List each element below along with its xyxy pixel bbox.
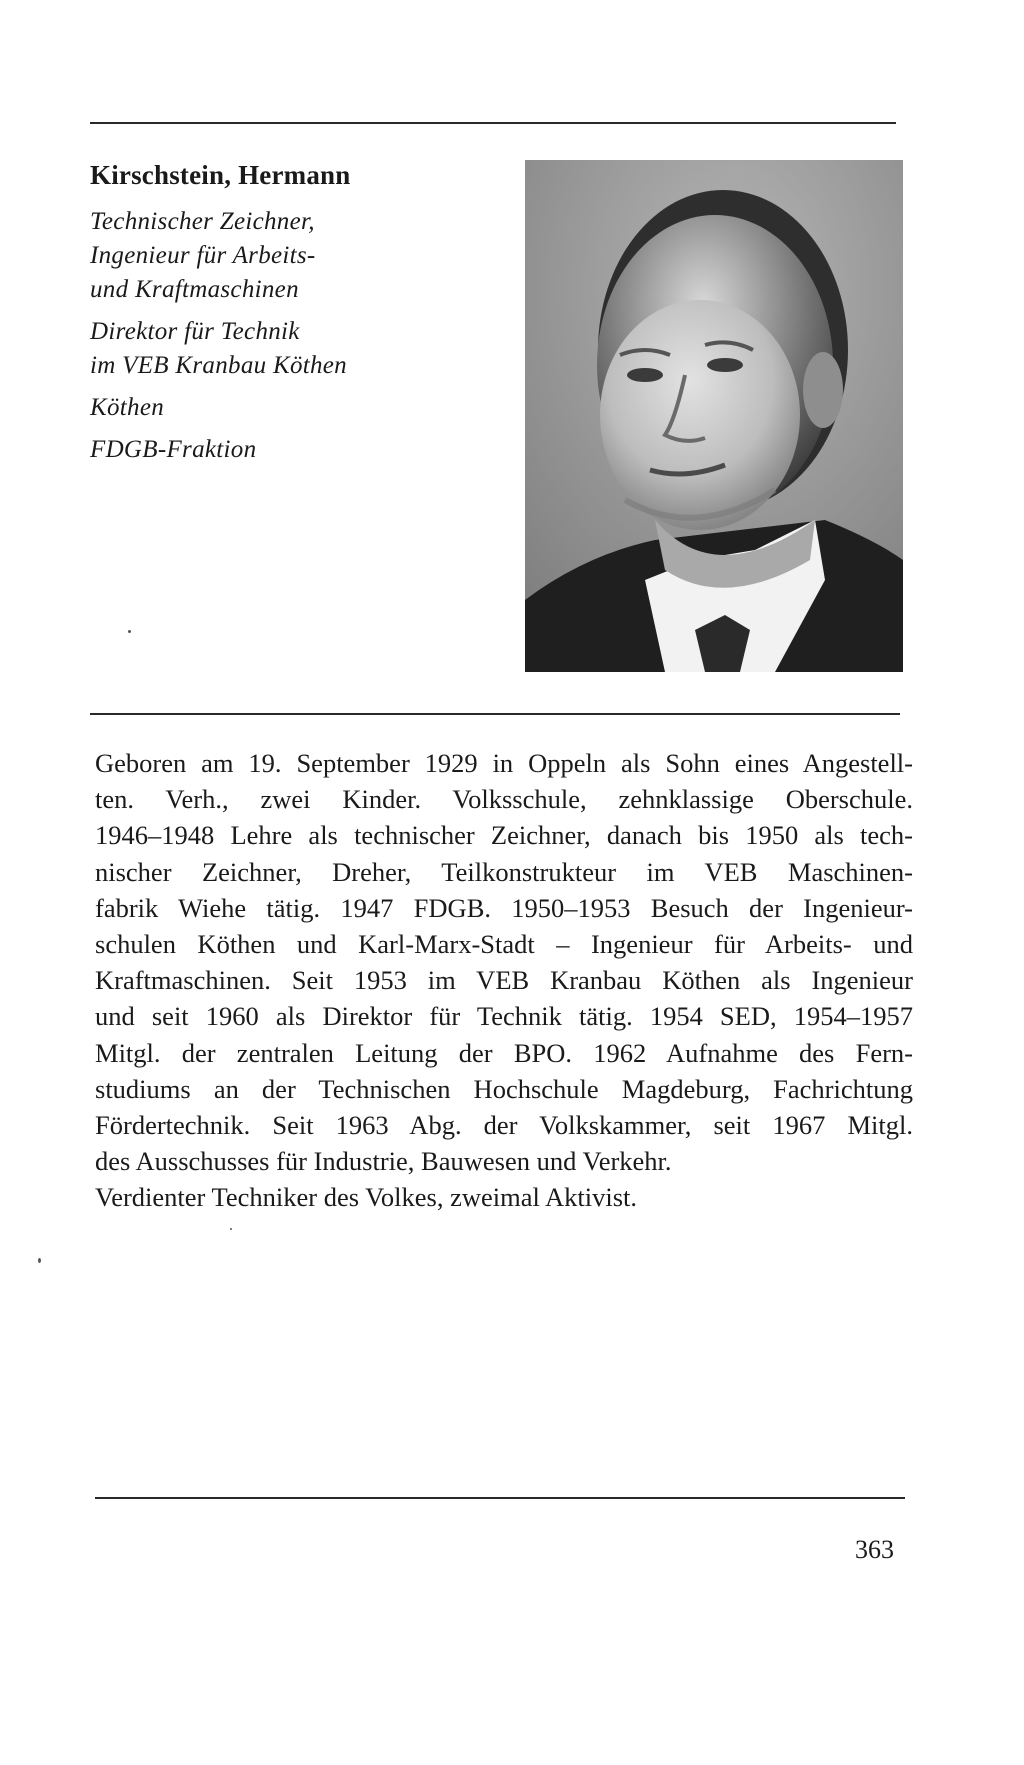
portrait-photo <box>525 160 903 672</box>
detail-position-1: Direktor für Technik <box>90 318 300 345</box>
person-details <box>90 205 490 467</box>
bottom-divider <box>95 1497 905 1499</box>
bio-line: studiums an der Technischen Hochschule Magdeburg, Fachrichtung <box>95 1073 913 1104</box>
scan-speck <box>38 1258 41 1263</box>
bio-line: des Ausschusses für Industrie, Bauwesen und Verkehr. <box>95 1146 672 1177</box>
scan-speck <box>230 1228 232 1230</box>
page-number: 363 <box>855 1535 894 1564</box>
bio-line: und seit 1960 als Direktor für Technik tätig. 1954 SED, 1954–1957 <box>95 1001 913 1032</box>
bio-line: nischer Zeichner, Dreher, Teilkonstrukteur im VEB Maschinen- <box>95 856 913 887</box>
bio-line: Fördertechnik. Seit 1963 Abg. der Volkskammer, seit 1967 Mitgl. <box>95 1110 913 1141</box>
middle-divider <box>90 713 900 715</box>
bio-line: fabrik Wiehe tätig. 1947 FDGB. 1950–1953 Besuch der Ingenieur- <box>95 892 913 923</box>
detail-occupation-1: Technischer Zeichner, <box>90 208 315 235</box>
bio-line: Verdienter Techniker des Volkes, zweimal Aktivist. <box>95 1182 638 1213</box>
bio-line: schulen Köthen und Karl-Marx-Stadt – Ingenieur für Arbeits- und <box>95 929 913 960</box>
detail-position-2: im VEB Kranbau Köthen <box>90 352 347 379</box>
detail-fraction: FDGB-Fraktion <box>90 436 257 463</box>
bio-line: Kraftmaschinen. Seit 1953 im VEB Kranbau Köthen als Ingenieur <box>95 965 913 996</box>
detail-occupation-3: und Kraftmaschinen <box>90 276 299 303</box>
bio-line: ten. Verh., zwei Kinder. Volksschule, zehnklassige Oberschule. <box>95 784 913 815</box>
detail-occupation-2: Ingenieur für Arbeits- <box>90 242 316 269</box>
bio-line: 1946–1948 Lehre als technischer Zeichner, danach bis 1950 als tech- <box>95 820 913 851</box>
detail-location: Köthen <box>90 394 165 421</box>
person-name: Kirschstein, Hermann <box>90 160 351 190</box>
bio-line: Mitgl. der zentralen Leitung der BPO. 1962 Aufnahme des Fern- <box>95 1037 913 1068</box>
scan-speck <box>128 630 131 633</box>
bio-line: Geboren am 19. September 1929 in Oppeln als Sohn eines Angestell- <box>95 748 913 778</box>
biography-text <box>95 745 913 1216</box>
top-divider <box>90 122 896 124</box>
